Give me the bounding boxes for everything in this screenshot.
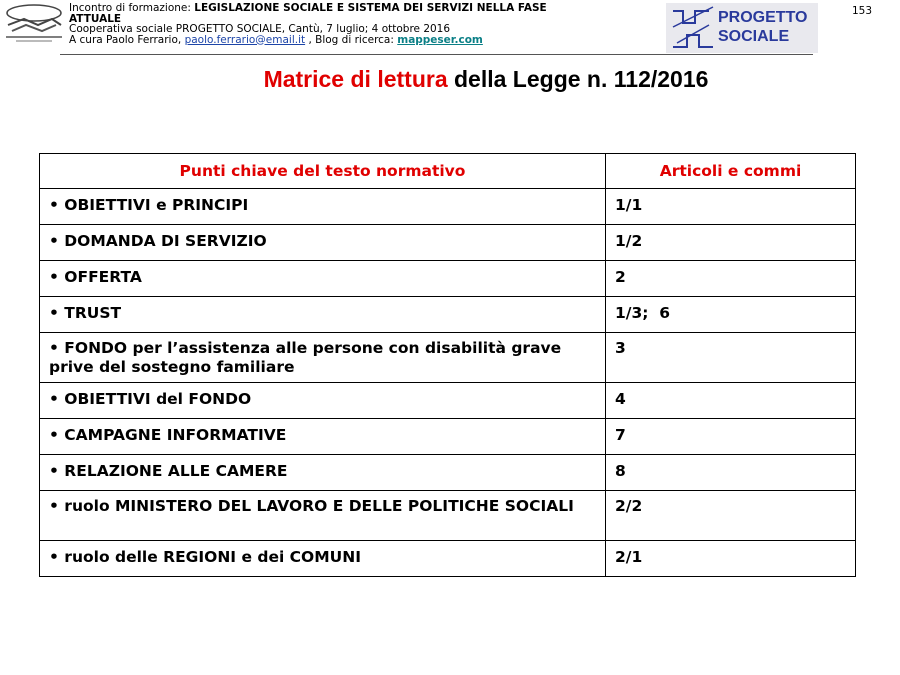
key-point-cell: • ruolo MINISTERO DEL LAVORO E DELLE POLITICHE SOCIALI xyxy=(40,491,606,541)
article-cell: 2/2 xyxy=(606,491,856,541)
event-prefix: Incontro di formazione: xyxy=(69,2,195,14)
article-cell: 1/2 xyxy=(606,225,856,261)
key-point-cell: • FONDO per l’assistenza alle persone con disabilità grave prive del sostegno familiare xyxy=(40,333,606,383)
header-divider xyxy=(60,54,813,55)
key-point-cell: • CAMPAGNE INFORMATIVE xyxy=(40,419,606,455)
key-point-cell: • ruolo delle REGIONI e dei COMUNI xyxy=(40,541,606,577)
table-row xyxy=(40,225,856,261)
header-info xyxy=(69,3,649,45)
event-title-cont: ATTUALE xyxy=(69,12,122,25)
logo-line1: PROGETTO xyxy=(718,9,808,26)
table-row xyxy=(40,261,856,297)
article-cell: 2/1 xyxy=(606,541,856,577)
article-cell: 4 xyxy=(606,383,856,419)
blog-prefix: , Blog di ricerca: xyxy=(305,33,398,46)
key-point-cell: • TRUST xyxy=(40,297,606,333)
article-cell: 3 xyxy=(606,333,856,383)
key-point-cell: • OBIETTIVI del FONDO xyxy=(40,383,606,419)
key-point-cell: • OBIETTIVI e PRINCIPI xyxy=(40,189,606,225)
table-row xyxy=(40,455,856,491)
author-prefix: A cura Paolo Ferrario, xyxy=(69,33,185,46)
key-point-cell: • OFFERTA xyxy=(40,261,606,297)
article-cell: 2 xyxy=(606,261,856,297)
logo-mark-icon xyxy=(669,5,717,51)
table-row xyxy=(40,333,856,383)
page-number: 153 xyxy=(852,5,873,17)
progetto-sociale-logo xyxy=(666,3,818,53)
logo-line2: SOCIALE xyxy=(718,28,790,45)
table-row xyxy=(40,419,856,455)
event-title: LEGISLAZIONE SOCIALE E SISTEMA DEI SERVIZI NELLA FASE xyxy=(194,2,547,14)
table-row xyxy=(40,189,856,225)
table-row xyxy=(40,491,856,541)
email-link[interactable]: paolo.ferrario@email.it xyxy=(184,33,306,46)
table-row xyxy=(40,383,856,419)
slide-header xyxy=(0,0,900,56)
organizer-line: Cooperativa sociale PROGETTO SOCIALE, Cantù, 7 luglio; 4 ottobre 2016 xyxy=(69,23,451,35)
table-header-row xyxy=(40,154,856,189)
article-cell: 8 xyxy=(606,455,856,491)
title-rest: della Legge n. 112/2016 xyxy=(447,66,709,92)
column-header-points: Punti chiave del testo normativo xyxy=(40,154,606,189)
table-row xyxy=(40,541,856,577)
table-row xyxy=(40,297,856,333)
logo-text xyxy=(718,8,808,46)
column-header-articles: Articoli e commi xyxy=(606,154,856,189)
article-cell: 1/1 xyxy=(606,189,856,225)
handshake-logo-icon xyxy=(4,3,64,43)
article-cell: 7 xyxy=(606,419,856,455)
title-highlight: Matrice di lettura xyxy=(263,66,448,92)
slide-title xyxy=(0,66,900,93)
article-cell: 1/3; 6 xyxy=(606,297,856,333)
blog-link[interactable]: mappeser.com xyxy=(397,33,483,46)
reading-matrix-table xyxy=(39,153,856,577)
key-point-cell: • RELAZIONE ALLE CAMERE xyxy=(40,455,606,491)
key-point-cell: • DOMANDA DI SERVIZIO xyxy=(40,225,606,261)
